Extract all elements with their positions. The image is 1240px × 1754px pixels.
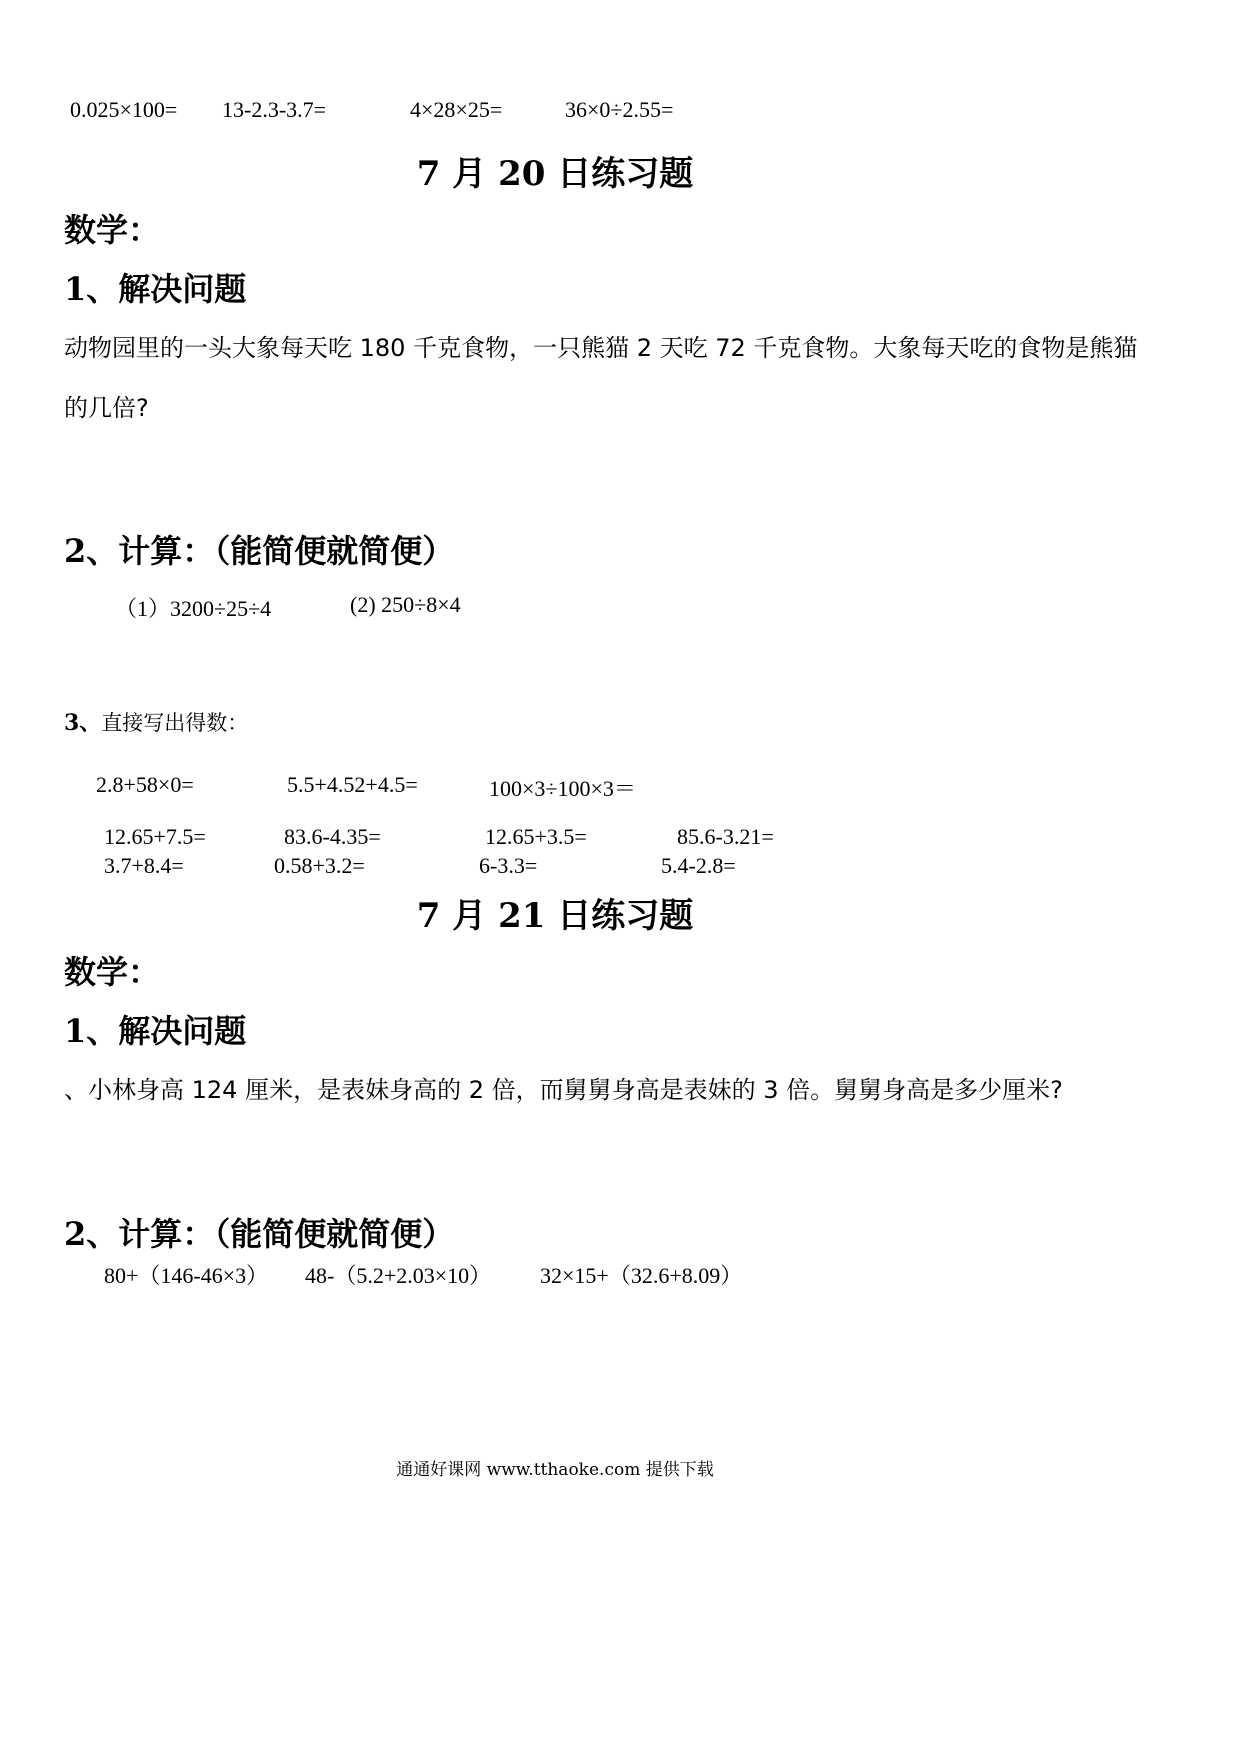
top-expr-4: 36×0÷2.55= — [565, 97, 674, 122]
day20-q1-line2: 的几倍? — [64, 394, 149, 422]
q3-r2-c1: 12.65+7.5= — [104, 824, 206, 849]
top-expr-3: 4×28×25= — [410, 97, 503, 122]
day21-q2-heading: 2、计算：（能简便就简便） — [64, 1215, 455, 1253]
day21-q1-heading: 1、解决问题 — [64, 1012, 247, 1050]
day20-q1-line1: 动物园里的一头大象每天吃 180 千克食物，一只熊猫 2 天吃 72 千克食物。大象每天吃的食物是熊猫 — [64, 334, 1138, 362]
q3-r1-c1: 2.8+58×0= — [96, 772, 194, 797]
day20-q3-number: 3、 — [64, 710, 102, 736]
q3-r1-c2: 5.5+4.52+4.5= — [287, 772, 418, 797]
page-footer: 通通好课网 www.tthaoke.com 提供下载 — [396, 1460, 714, 1480]
q3-r3-c2: 0.58+3.2= — [274, 853, 365, 878]
day20-q2-heading: 2、计算：（能简便就简便） — [64, 532, 455, 570]
q3-r3-c4: 5.4-2.8= — [661, 853, 736, 878]
day20-q2-item-2: (2) 250÷8×4 — [350, 592, 461, 617]
day20-q1-heading: 1、解决问题 — [64, 270, 247, 308]
day21-q2-item-3: 32×15+（32.6+8.09） — [540, 1263, 743, 1288]
day21-subject: 数学： — [64, 953, 161, 991]
day20-q2-item-1: （1）3200÷25÷4 — [115, 596, 272, 621]
q3-r2-c3: 12.65+3.5= — [485, 824, 587, 849]
day21-title: 7 月 21 日练习题 — [416, 896, 694, 936]
day20-q3-label: 直接写出得数： — [101, 711, 249, 735]
day21-q1-text: 、小林身高 124 厘米，是表妹身高的 2 倍，而舅舅身高是表妹的 3 倍。舅舅身高是多少厘米? — [64, 1076, 1063, 1104]
q3-r1-c3: 100×3÷100×3＝ — [489, 776, 636, 801]
q3-r3-c1: 3.7+8.4= — [104, 853, 184, 878]
day20-subject: 数学： — [64, 211, 161, 249]
top-expr-2: 13-2.3-3.7= — [222, 97, 327, 122]
day20-title: 7 月 20 日练习题 — [416, 154, 694, 194]
q3-r3-c3: 6-3.3= — [479, 853, 538, 878]
q3-r2-c2: 83.6-4.35= — [284, 824, 381, 849]
day20-q3-heading — [64, 706, 248, 737]
day21-q2-item-1: 80+（146-46×3） — [104, 1263, 269, 1288]
day21-q2-item-2: 48-（5.2+2.03×10） — [305, 1263, 492, 1288]
top-expr-1: 0.025×100= — [70, 97, 178, 122]
q3-r2-c4: 85.6-3.21= — [677, 824, 774, 849]
